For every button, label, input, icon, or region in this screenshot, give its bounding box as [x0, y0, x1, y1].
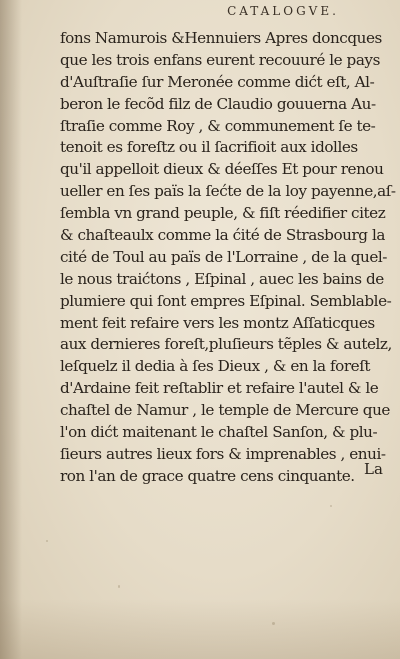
- gutter-shadow: [0, 0, 22, 659]
- text-line: leſquelz il dedia à ſes Dieux , & en la foreſt: [60, 357, 371, 376]
- text-line: aux dernieres foreſt,pluſieurs tẽples & autelz,: [60, 335, 392, 354]
- running-head: CATALOGVE.: [227, 4, 339, 18]
- text-line: chaſtel de Namur , le temple de Mercure que: [60, 401, 390, 420]
- text-line: & chaſteaulx comme la ćité de Strasbourg la: [60, 226, 385, 245]
- paper-spot: [46, 540, 48, 542]
- text-line: qu'il appelloit dieux & déeſſes Et pour renou: [60, 160, 384, 179]
- text-line: tenoit es foreſtz ou il ſacrifioit aux idolles: [60, 138, 358, 157]
- text-line: que les trois enfans eurent recouuré le pays: [60, 50, 380, 69]
- paper-spot: [118, 585, 120, 588]
- catchword: La: [364, 460, 383, 478]
- text-line: l'on dićt maitenant le chaſtel Sanſon, & plu-: [60, 423, 378, 442]
- text-line: cité de Toul au païs de l'Lorraine , de la quel-: [60, 247, 387, 266]
- text-line: ment feit refaire vers les montz Aſſaticques: [60, 313, 375, 332]
- text-line: d'Auſtraſie ſur Meronée comme dićt eſt, Al-: [60, 72, 375, 91]
- body-text: [60, 28, 398, 488]
- text-line: d'Ardaine feit reſtablir et refaire l'autel & le: [60, 379, 379, 398]
- paper-shading: [0, 599, 400, 659]
- paper-spot: [272, 622, 275, 625]
- text-line: plumiere qui ſont empres Eſpinal. Semblable-: [60, 291, 392, 310]
- text-line: ſembla vn grand peuple, & fiſt réedifier citez: [60, 204, 386, 223]
- text-line: ſieurs autres lieux fors & imprenables , enui-: [60, 444, 386, 463]
- paper-spot: [330, 505, 332, 507]
- text-line: ron l'an de grace quatre cens cinquante.: [60, 466, 355, 485]
- text-line: fons Namurois &Hennuiers Apres doncques: [60, 29, 382, 47]
- text-line: ſtraſie comme Roy , & communement ſe te-: [60, 116, 376, 135]
- text-line: le nous traićtons , Eſpinal , auec les bains de: [60, 269, 384, 288]
- text-line: beron le fecõd filz de Claudio gouuerna Au-: [60, 94, 376, 113]
- text-line: ueller en ſes païs la ſećte de la loy payenne,aſ-: [60, 182, 396, 201]
